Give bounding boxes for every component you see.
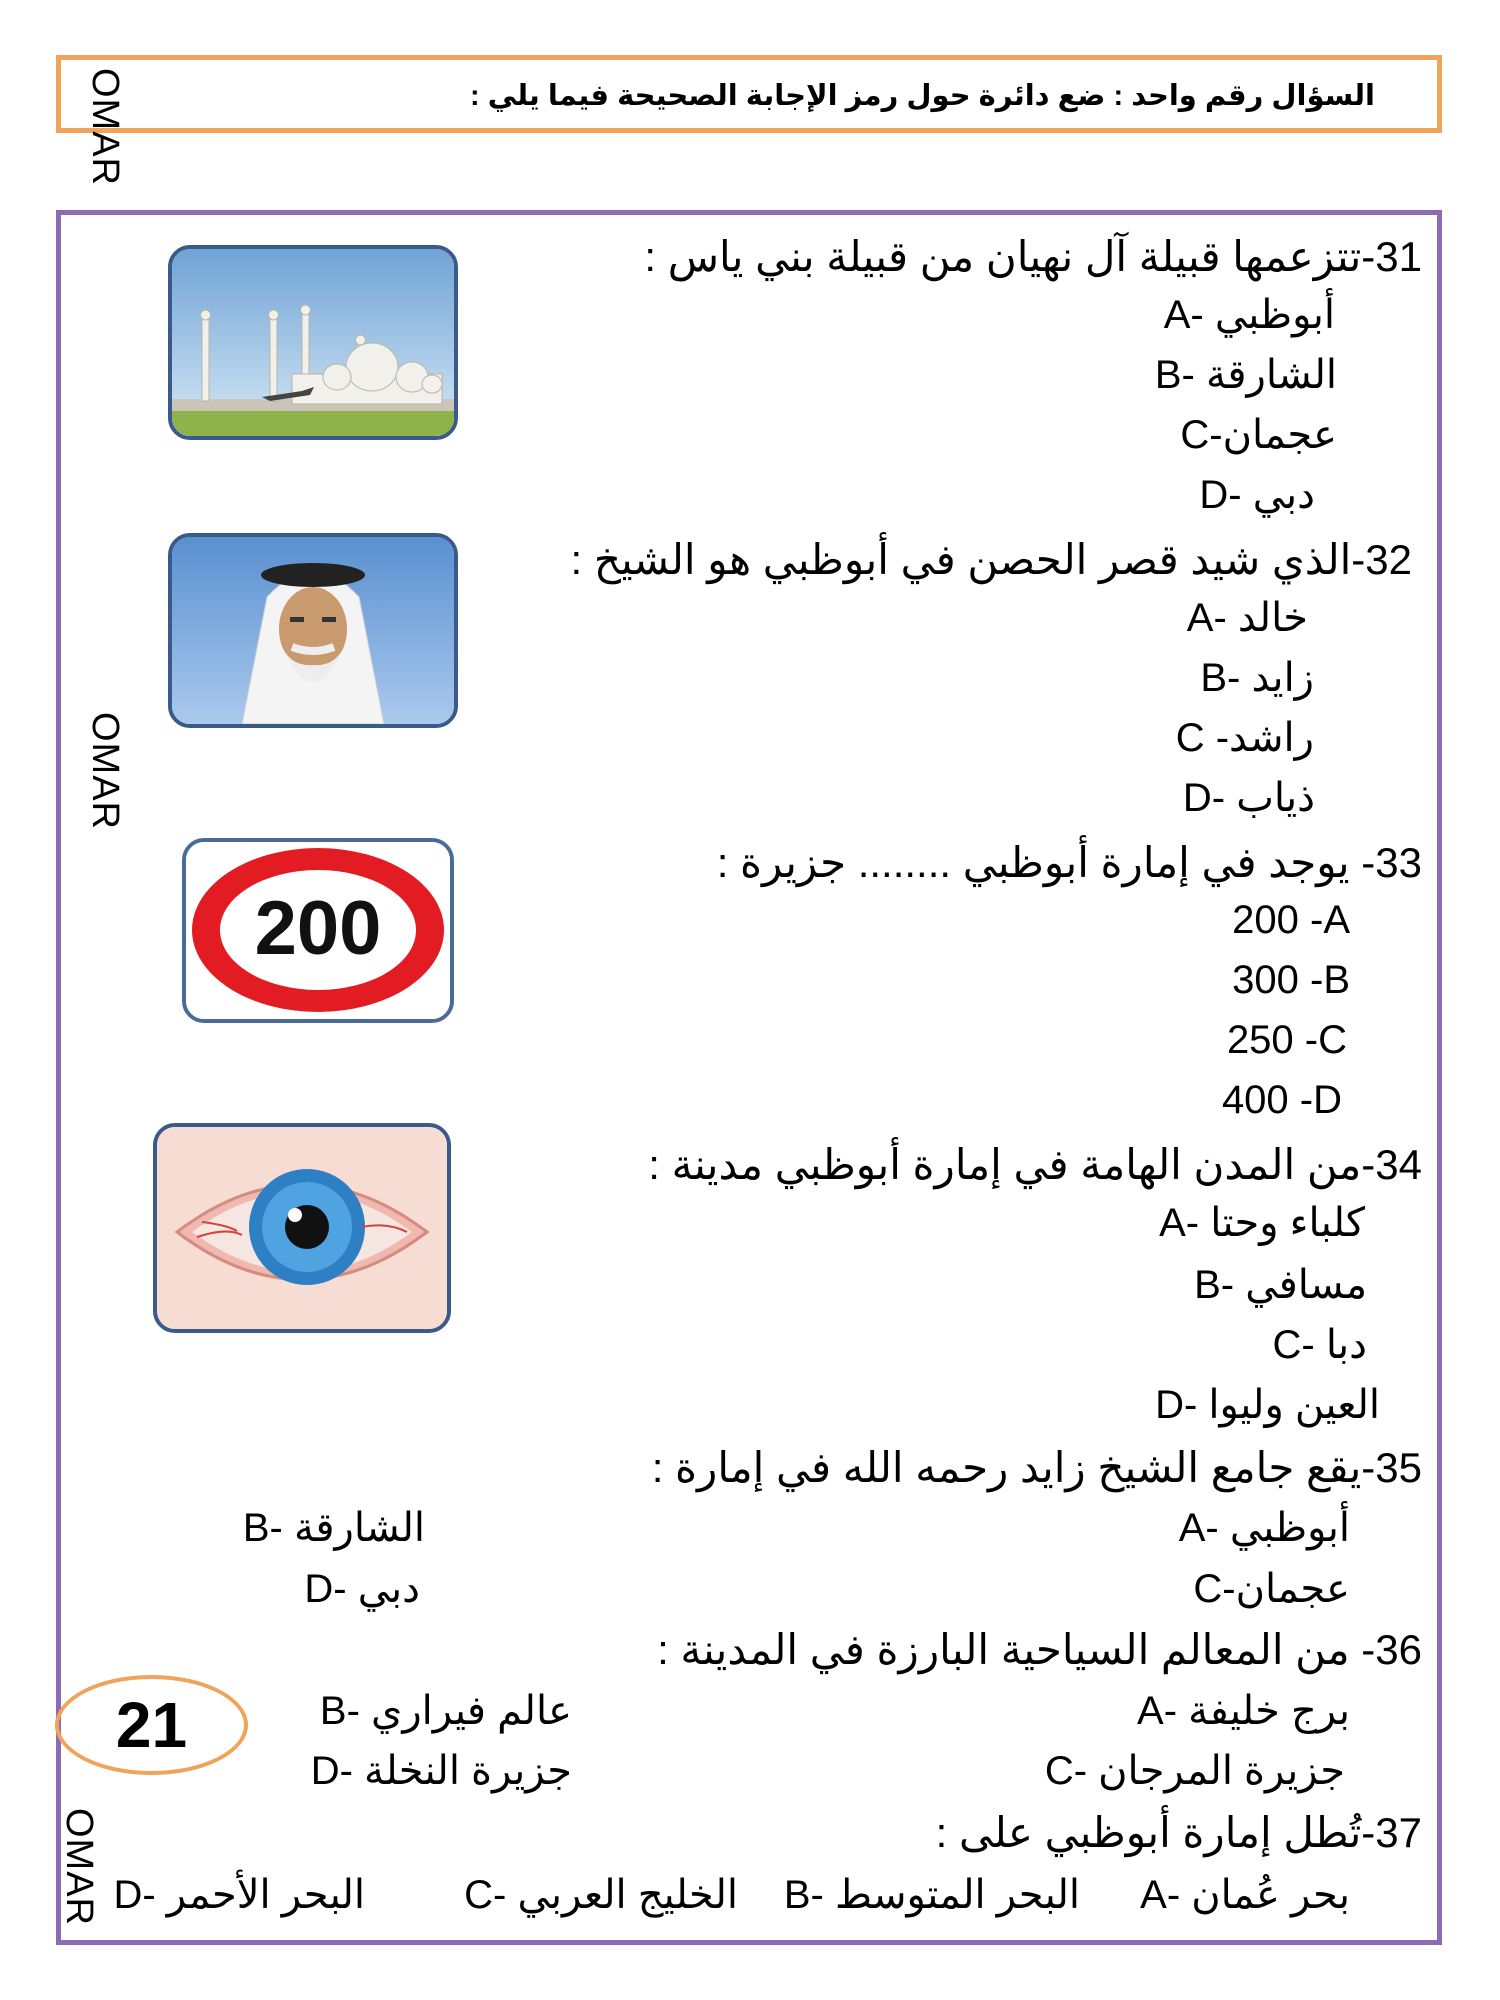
q35-option-c[interactable]: C-عجمان xyxy=(1193,1567,1350,1611)
q32-option-d[interactable]: D- ذياب xyxy=(1182,776,1315,820)
watermark-top: OMAR xyxy=(84,68,126,186)
q37-option-a[interactable]: A- بحر عُمان xyxy=(1140,1873,1350,1917)
question-37: 37-تُطل إمارة أبوظبي على : xyxy=(935,1809,1422,1856)
q34-option-c[interactable]: C- دبا xyxy=(1272,1323,1367,1367)
q32-option-c[interactable]: C -راشد xyxy=(1175,716,1314,760)
portrait-icon xyxy=(172,537,454,724)
page-number-badge xyxy=(55,1675,248,1775)
q34-option-b[interactable]: B- مسافي xyxy=(1194,1263,1367,1307)
speed-sign-value: 200 xyxy=(254,886,382,971)
q31-option-c[interactable]: C-عجمان xyxy=(1180,413,1337,457)
q36-option-c[interactable]: C- جزيرة المرجان xyxy=(1044,1749,1345,1793)
watermark-middle: OMAR xyxy=(84,712,126,830)
q33-option-d[interactable]: 400 -D xyxy=(1221,1078,1342,1122)
watermark-bottom: OMAR xyxy=(58,1808,100,1926)
mosque-icon xyxy=(172,249,454,436)
question-34: 34-من المدن الهامة في إمارة أبوظبي مدينة : xyxy=(648,1141,1422,1188)
eye-icon xyxy=(157,1127,447,1329)
q31-option-b[interactable]: B- الشارقة xyxy=(1154,353,1337,397)
q36-option-b[interactable]: B- عالم فيراري xyxy=(319,1689,572,1733)
q31-option-a[interactable]: A- أبوظبي xyxy=(1163,293,1335,337)
q33-option-b[interactable]: 300 -B xyxy=(1232,958,1350,1002)
q34-option-a[interactable]: A- كلباء وحتا xyxy=(1159,1201,1365,1245)
page-number: 21 xyxy=(115,1689,188,1761)
q37-option-b[interactable]: B- البحر المتوسط xyxy=(783,1873,1080,1917)
q37-option-c[interactable]: C- الخليج العربي xyxy=(464,1873,738,1917)
question-35: 35-يقع جامع الشيخ زايد رحمه الله في إمارة : xyxy=(651,1444,1422,1491)
q33-option-a[interactable]: 200 -A xyxy=(1232,898,1350,942)
speed-limit-sign-icon xyxy=(186,842,450,1019)
question-32: 32-الذي شيد قصر الحصن في أبوظبي هو الشيخ : xyxy=(570,536,1412,583)
eye-image xyxy=(153,1123,451,1333)
instruction-text: السؤال رقم واحد : ضع دائرة حول رمز الإجابة الصحيحة فيما يلي : xyxy=(470,80,1375,112)
q35-option-b[interactable]: B- الشارقة xyxy=(242,1506,425,1550)
q34-option-d[interactable]: D- العين وليوا xyxy=(1155,1383,1380,1427)
q32-option-a[interactable]: A- خالد xyxy=(1186,596,1308,640)
speed-sign-image xyxy=(182,838,454,1023)
q35-option-a[interactable]: A- أبوظبي xyxy=(1178,1506,1350,1550)
q36-option-d[interactable]: D- جزيرة النخلة xyxy=(310,1749,572,1793)
mosque-image xyxy=(168,245,458,440)
q33-option-c[interactable]: 250 -C xyxy=(1226,1018,1347,1062)
q32-option-b[interactable]: B- زايد xyxy=(1200,656,1314,700)
sheikh-portrait-image xyxy=(168,533,458,728)
q31-option-d[interactable]: D- دبي xyxy=(1199,473,1315,517)
q37-option-d[interactable]: D- البحر الأحمر xyxy=(113,1873,365,1917)
q35-option-d[interactable]: D- دبي xyxy=(304,1567,420,1611)
question-33: 33- يوجد في إمارة أبوظبي ........ جزيرة : xyxy=(716,839,1422,886)
q36-option-a[interactable]: A- برج خليفة xyxy=(1137,1689,1350,1733)
question-36: 36- من المعالم السياحية البارزة في المدينة : xyxy=(657,1626,1422,1673)
instruction-box xyxy=(56,55,1442,133)
question-31: 31-تتزعمها قبيلة آل نهيان من قبيلة بني ياس : xyxy=(644,233,1422,280)
